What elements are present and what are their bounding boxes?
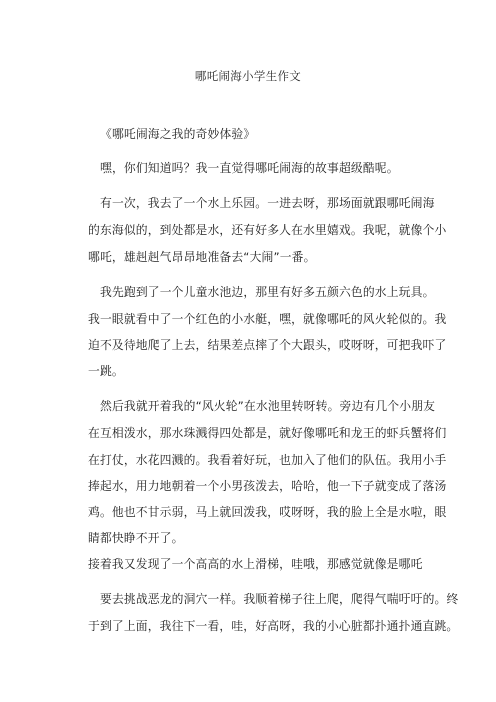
paragraph-4-line-6: 睛都快睁不开了。: [88, 531, 184, 545]
paragraph-5-line-1: 要去挑战恶龙的洞穴一样。我顺着梯子往上爬，爬得气喘吁吁的。终: [100, 592, 459, 606]
paragraph-3-line-4: 一跳。: [88, 364, 124, 378]
paragraph-4-line-3: 在打仗，水花四溅的。我看着好玩，也加入了他们的队伍。我用小手: [88, 453, 447, 467]
paragraph-4-line-7: 接着我又发现了一个高高的水上滑梯，哇哦，那感觉就像是哪吒: [88, 557, 423, 571]
essay-heading: 《哪吒闹海之我的奇妙体验》: [100, 127, 256, 141]
paragraph-2-line-1: 有一次，我去了一个水上乐园。一进去呀，那场面就跟哪吒闹海: [100, 196, 435, 210]
paragraph-3-line-2: 我一眼就看中了一个红色的小水艇，嘿，就像哪吒的风火轮似的。我: [88, 312, 447, 326]
paragraph-3-line-1: 我先跑到了一个儿童水池边，那里有好多五颜六色的水上玩具。: [100, 285, 435, 299]
paragraph-4-line-1: 然后我就开着我的“风火轮”在水池里转呀转。旁边有几个小朋友: [100, 399, 436, 413]
document-title: 哪吒闹海小学生作文: [194, 69, 302, 83]
paragraph-4-line-2: 在互相泼水，那水珠溅得四处都是，就好像哪吒和龙王的虾兵蟹将们: [88, 426, 447, 440]
paragraph-1-line-1: 嘿，你们知道吗？我一直觉得哪吒闹海的故事超级酷呢。: [100, 161, 399, 175]
paragraph-2-line-3: 哪吒，雄赳赳气昂昂地准备去“大闹”一番。: [88, 250, 316, 264]
paragraph-4-line-5: 鸡。他也不甘示弱，马上就回泼我，哎呀呀，我的脸上全是水啦，眼: [88, 505, 447, 519]
paragraph-5-line-2: 于到了上面，我往下一看，哇，好高呀，我的小心脏都扑通扑通直跳。: [88, 619, 459, 633]
paragraph-3-line-3: 迫不及待地爬了上去，结果差点摔了个大跟头，哎呀呀，可把我吓了: [88, 338, 447, 352]
paragraph-4-line-4: 捧起水，用力地朝着一个小男孩泼去，哈哈，他一下子就变成了落汤: [88, 479, 447, 493]
paragraph-2-line-2: 的东海似的，到处都是水，还有好多人在水里嬉戏。我呢，就像个小: [88, 223, 447, 237]
